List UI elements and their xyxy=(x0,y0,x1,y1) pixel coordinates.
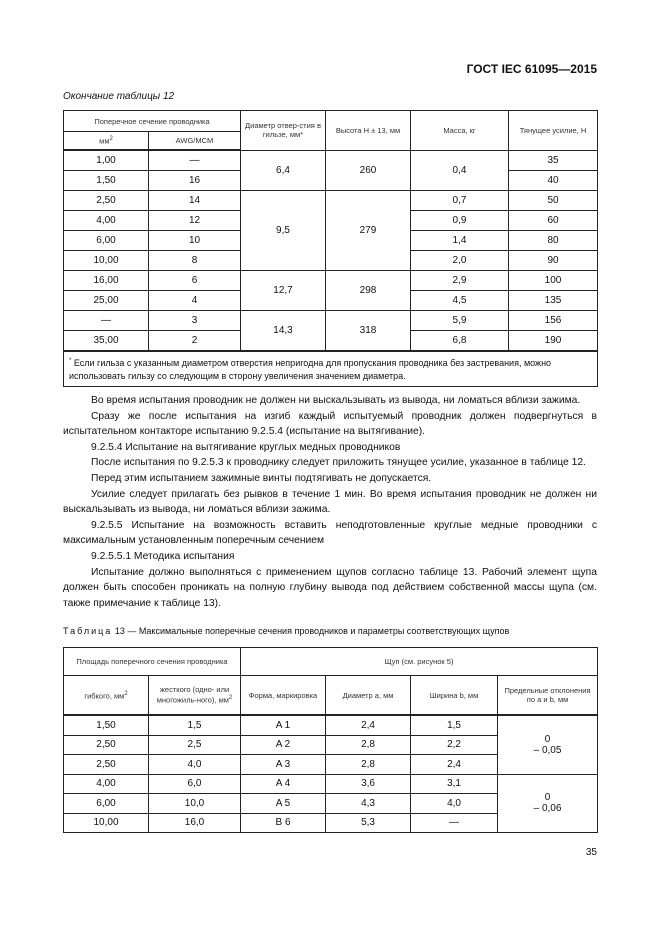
cell-diameter: 9,5 xyxy=(241,191,326,271)
cell-mass: 4,5 xyxy=(411,291,509,311)
paragraph: Во время испытания проводник не должен ни выскальзывать из вывода, ни ломаться вблизи зажима. xyxy=(91,395,581,406)
cell-mass: 2,9 xyxy=(411,271,509,291)
paragraph: 9.2.5.5 Испытание на возможность вставить неподготовленные круглые медные проводники с максимальным установленным поперечным сечением xyxy=(63,519,597,547)
page-number: 35 xyxy=(585,847,597,858)
body-text xyxy=(63,393,597,611)
cell-form: A 2 xyxy=(241,735,326,755)
cell-diameter: 4,3 xyxy=(326,794,411,814)
cell-mass: 1,4 xyxy=(411,231,509,251)
table-12 xyxy=(63,110,598,387)
cell-awg: 4 xyxy=(149,291,241,311)
table-row xyxy=(64,150,598,171)
header-mass: Масса, кг xyxy=(411,111,509,151)
cell-diameter: 2,4 xyxy=(326,715,411,735)
cell-awg: 12 xyxy=(149,211,241,231)
cell-mass: 6,8 xyxy=(411,331,509,352)
cell-force: 40 xyxy=(509,171,598,191)
cell-flexible: 1,50 xyxy=(64,715,149,735)
cell-awg: 8 xyxy=(149,251,241,271)
cell-diameter: 6,4 xyxy=(241,150,326,191)
cell-awg: — xyxy=(149,150,241,171)
table-row xyxy=(64,715,598,735)
header-force: Тянущее усилие, Н xyxy=(509,111,598,151)
cell-force: 100 xyxy=(509,271,598,291)
caption-word: Таблица xyxy=(63,626,113,636)
cell-mm2: 1,50 xyxy=(64,171,149,191)
paragraph: Перед этим испытанием зажимные винты подтягивать не допускается. xyxy=(91,472,432,484)
document-header: ГОСТ IEC 61095—2015 xyxy=(466,62,597,76)
cell-awg: 3 xyxy=(149,311,241,331)
cell-awg: 10 xyxy=(149,231,241,251)
tolerance-lower: – 0,06 xyxy=(533,803,562,815)
cell-force: 190 xyxy=(509,331,598,352)
table-row xyxy=(64,191,598,211)
cell-flexible: 4,00 xyxy=(64,774,149,794)
cell-rigid: 4,0 xyxy=(149,755,241,775)
cell-width: — xyxy=(411,813,498,833)
cell-force: 90 xyxy=(509,251,598,271)
cell-height: 318 xyxy=(326,311,411,352)
table-12-footnote: * Если гильза с указанным диаметром отверстия непригодна для пропускания проводника без застревания, можно использовать гильзу со следующим в сторону увеличения значением диаметра. xyxy=(64,351,598,387)
cell-awg: 16 xyxy=(149,171,241,191)
cell-diameter: 2,8 xyxy=(326,735,411,755)
paragraph: Сразу же после испытания на изгиб каждый испытуемый проводник должен подвергнуться в испытательном контакторе испытанию 9.2.5.4 (испытание на вытягивание). xyxy=(63,410,597,438)
cell-form: A 4 xyxy=(241,774,326,794)
header-probe: Щуп (см. рисунок 5) xyxy=(241,648,598,676)
cell-flexible: 10,00 xyxy=(64,813,149,833)
cell-mass: 0,7 xyxy=(411,191,509,211)
cell-force: 135 xyxy=(509,291,598,311)
cell-diameter: 12,7 xyxy=(241,271,326,311)
cell-rigid: 16,0 xyxy=(149,813,241,833)
cell-rigid: 10,0 xyxy=(149,794,241,814)
cell-width: 3,1 xyxy=(411,774,498,794)
paragraph: Испытание должно выполняться с применением щупов согласно таблице 13. Рабочий элемент щупа должен быть способен проникать на полную глубину вывода под действием собственной массы щупа (см. также примечание к таблице 13). xyxy=(63,566,597,609)
cell-height: 279 xyxy=(326,191,411,271)
header-mm2: $мм^2$ xyxy=(64,132,149,151)
paragraph: После испытания по 9.2.5.3 к проводнику следует приложить тянущее усилие, указанное в таблице 12. xyxy=(91,457,586,469)
cell-form: A 1 xyxy=(241,715,326,735)
cell-mm2: 6,00 xyxy=(64,231,149,251)
cell-mm2: 4,00 xyxy=(64,211,149,231)
table-row xyxy=(64,311,598,331)
table-12-caption: Окончание таблицы 12 xyxy=(63,91,175,102)
cell-force: 60 xyxy=(509,211,598,231)
table-row xyxy=(64,774,598,794)
cell-force: 35 xyxy=(509,150,598,171)
header-flexible-label: гибкого, мм xyxy=(84,691,125,701)
cell-mm2: 16,00 xyxy=(64,271,149,291)
cell-diameter: 2,8 xyxy=(326,755,411,775)
header-cross-section: Поперечное сечение проводника xyxy=(64,111,241,132)
header-rigid-label: жесткого (одно- или многожиль-ного), мм xyxy=(156,685,230,705)
cell-width: 2,4 xyxy=(411,755,498,775)
cell-form: A 5 xyxy=(241,794,326,814)
paragraph: 9.2.5.5.1 Методика испытания xyxy=(91,550,235,562)
tolerance-upper: 0 xyxy=(544,733,551,745)
cell-mass: 0,9 xyxy=(411,211,509,231)
header-tolerance: Предельные отклонения по a и b, мм xyxy=(498,676,598,716)
tolerance-upper: 0 xyxy=(544,792,551,804)
cell-width: 2,2 xyxy=(411,735,498,755)
cell-flexible: 2,50 xyxy=(64,755,149,775)
cell-mm2: 2,50 xyxy=(64,191,149,211)
cell-height: 298 xyxy=(326,271,411,311)
cell-form: B 6 xyxy=(241,813,326,833)
cell-mass: 5,9 xyxy=(411,311,509,331)
cell-awg: 14 xyxy=(149,191,241,211)
header-rigid: жесткого (одно- или многожиль-ного), $мм^2$ xyxy=(149,676,241,716)
footnote-text: Если гильза с указанным диаметром отверстия непригодна для пропускания проводника без застревания, можно использовать гильзу со следующим в сторону увеличения значением диаметра. xyxy=(69,358,552,381)
header-probe-width: Ширина b, мм xyxy=(411,676,498,716)
table-row xyxy=(64,271,598,291)
cell-tolerance xyxy=(498,774,598,833)
cell-mm2: 1,00 xyxy=(64,150,149,171)
cell-mm2: 25,00 xyxy=(64,291,149,311)
cell-height: 260 xyxy=(326,150,411,191)
cell-mass: 2,0 xyxy=(411,251,509,271)
cell-rigid: 2,5 xyxy=(149,735,241,755)
tolerance-lower: – 0,05 xyxy=(533,744,562,756)
paragraph: Усилие следует прилагать без рывков в течение 1 мин. Во время испытания проводник не должен ни выскальзывать из вывода, ни ломаться вблизи зажима. xyxy=(63,488,597,516)
cell-force: 156 xyxy=(509,311,598,331)
cell-force: 50 xyxy=(509,191,598,211)
header-area: Площадь поперечного сечения проводника xyxy=(64,648,241,676)
table-13 xyxy=(63,647,598,833)
cell-mass: 0,4 xyxy=(411,150,509,191)
header-flexible: гибкого, $мм^2$ xyxy=(64,676,149,716)
cell-awg: 2 xyxy=(149,331,241,352)
header-probe-diameter: Диаметр a, мм xyxy=(326,676,411,716)
cell-width: 4,0 xyxy=(411,794,498,814)
table-13-caption xyxy=(63,626,509,636)
cell-flexible: 2,50 xyxy=(64,735,149,755)
cell-rigid: 6,0 xyxy=(149,774,241,794)
cell-force: 80 xyxy=(509,231,598,251)
cell-diameter: 5,3 xyxy=(326,813,411,833)
header-awg: AWG/MCM xyxy=(149,132,241,151)
cell-rigid: 1,5 xyxy=(149,715,241,735)
caption-text: 13 — Максимальные поперечные сечения проводников и параметры соответствующих щупов xyxy=(114,626,510,636)
header-height: Высота H ± 13, мм xyxy=(326,111,411,151)
cell-flexible: 6,00 xyxy=(64,794,149,814)
header-diameter: Диаметр отвер-стия в гильзе, мм* xyxy=(241,111,326,151)
cell-form: A 3 xyxy=(241,755,326,775)
cell-mm2: — xyxy=(64,311,149,331)
cell-mm2: 10,00 xyxy=(64,251,149,271)
paragraph: 9.2.5.4 Испытание на вытягивание круглых медных проводников xyxy=(91,441,401,453)
header-mm2-label: мм xyxy=(99,136,110,146)
header-form: Форма, маркировка xyxy=(241,676,326,716)
cell-mm2: 35,00 xyxy=(64,331,149,352)
cell-awg: 6 xyxy=(149,271,241,291)
cell-diameter: 3,6 xyxy=(326,774,411,794)
cell-diameter: 14,3 xyxy=(241,311,326,352)
cell-tolerance xyxy=(498,715,598,774)
cell-width: 1,5 xyxy=(411,715,498,735)
